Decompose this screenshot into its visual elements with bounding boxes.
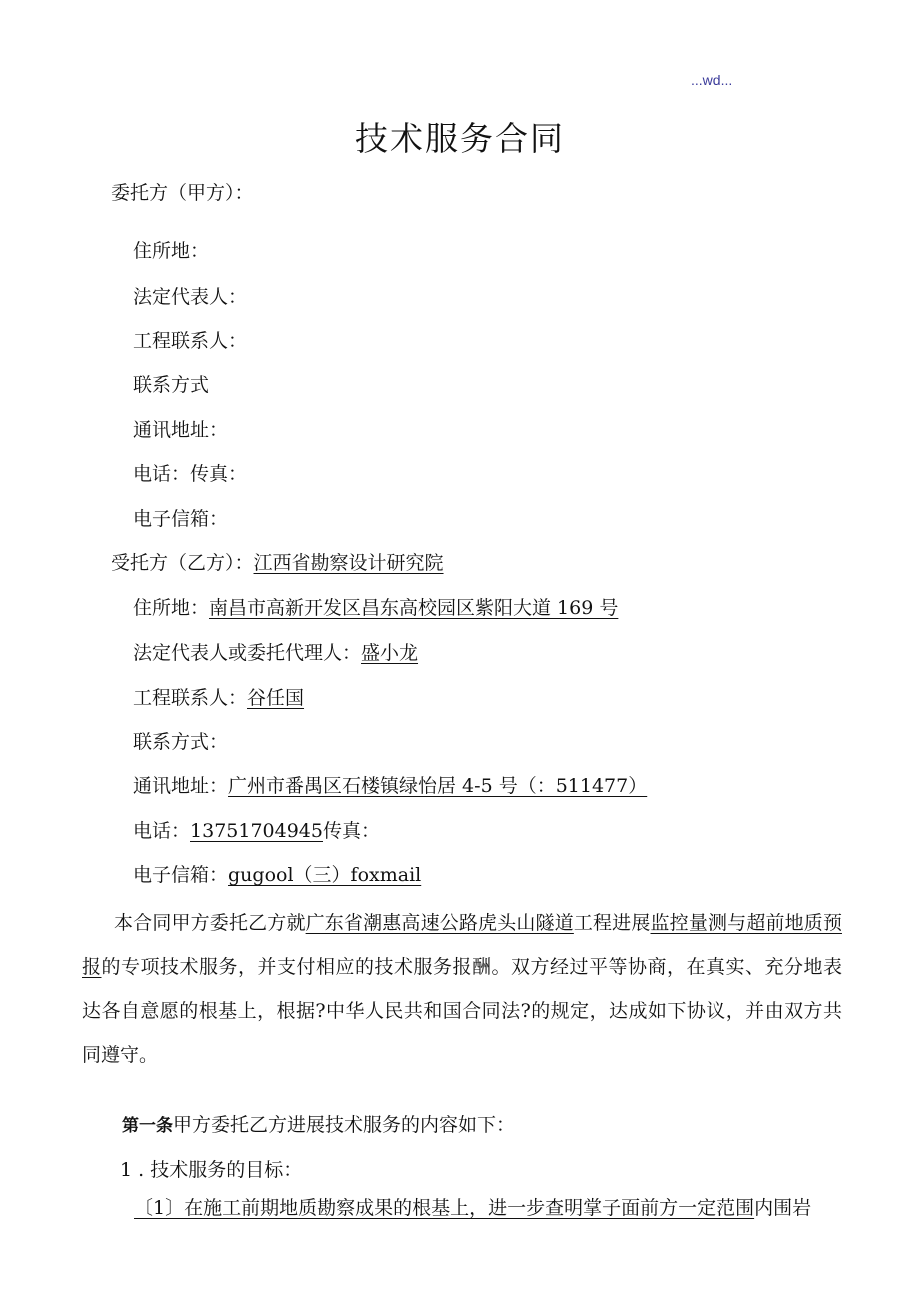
party-b-email <box>133 862 421 888</box>
party-a-legal-rep: 法定代表人： <box>133 286 248 308</box>
field-label: 联系方式： <box>133 731 229 753</box>
item-1-sub-rest: 内围岩 <box>754 1197 812 1219</box>
fax-label: 传真： <box>323 820 381 842</box>
field-label: 工程联系人： <box>133 687 248 709</box>
service-name: 监控量测与超前地质预报 <box>82 912 842 978</box>
field-label: 法定代表人或委托代理人： <box>133 642 362 664</box>
intro-text-2: 工程进展 <box>573 912 651 934</box>
party-b-legal-rep <box>133 640 418 666</box>
field-label: 电话： <box>133 820 191 842</box>
party-a-contact-method: 联系方式 <box>133 374 210 396</box>
party-b-phone-fax <box>133 818 380 844</box>
field-value: 南昌市高新开发区昌东高校园区紫阳大道 169 号 <box>209 597 619 619</box>
intro-text-3: 的专项技术服务，并支付相应的技术服务报酬。双方经过平等协商，在真实、充分地表达各自意愿的根基上，根据?中华人民共和国合同法?的规定，达成如下协议，并由双方共同遵守。 <box>82 956 842 1066</box>
party-b-contact-method <box>133 729 228 755</box>
party-a-heading: 委托方（甲方）： <box>111 182 254 204</box>
item-1: 1 . 技术服务的目标： <box>120 1159 303 1181</box>
intro-paragraph <box>82 901 842 1077</box>
field-value: 谷任国 <box>247 687 305 709</box>
party-b-mail-address <box>133 773 647 799</box>
project-name: 广东省潮惠高速公路虎头山隧道 <box>305 912 574 934</box>
intro-text-1: 本合同甲方委托乙方就 <box>114 912 306 934</box>
party-a-phone-fax: 电话：传真： <box>133 463 248 485</box>
party-a-mail-address: 通讯地址： <box>133 419 229 441</box>
party-b-heading <box>111 550 444 576</box>
header-watermark: ...wd... <box>691 72 733 88</box>
field-label: 住所地： <box>133 597 210 619</box>
item-1-sub-underlined: 〔1〕在施工前期地质勘察成果的根基上，进一步查明掌子面前方一定范围 <box>134 1197 755 1219</box>
party-a-address: 住所地： <box>133 240 210 262</box>
field-label: 电子信箱： <box>133 864 229 886</box>
item-1-sub <box>134 1195 811 1221</box>
party-b-name: 江西省勘察设计研究院 <box>253 552 444 574</box>
field-value: 盛小龙 <box>361 642 419 664</box>
party-b-address <box>133 595 618 621</box>
page-title: 技术服务合同 <box>355 119 565 158</box>
phone-value: 13751704945 <box>190 820 323 842</box>
party-b-contact <box>133 685 304 711</box>
field-value: 广州市番禺区石楼镇绿怡居 4-5 号（：511477） <box>228 775 648 797</box>
article-1-text: 甲方委托乙方进展技术服务的内容如下： <box>173 1114 516 1136</box>
party-b-heading-label: 受托方（乙方）： <box>111 552 254 574</box>
article-1 <box>122 1112 515 1139</box>
party-a-email: 电子信箱： <box>133 508 229 530</box>
article-1-label: 第一条 <box>122 1116 173 1136</box>
party-a-contact: 工程联系人： <box>133 330 248 352</box>
field-value: gugool（三）foxmail <box>228 864 422 886</box>
field-label: 通讯地址： <box>133 775 229 797</box>
